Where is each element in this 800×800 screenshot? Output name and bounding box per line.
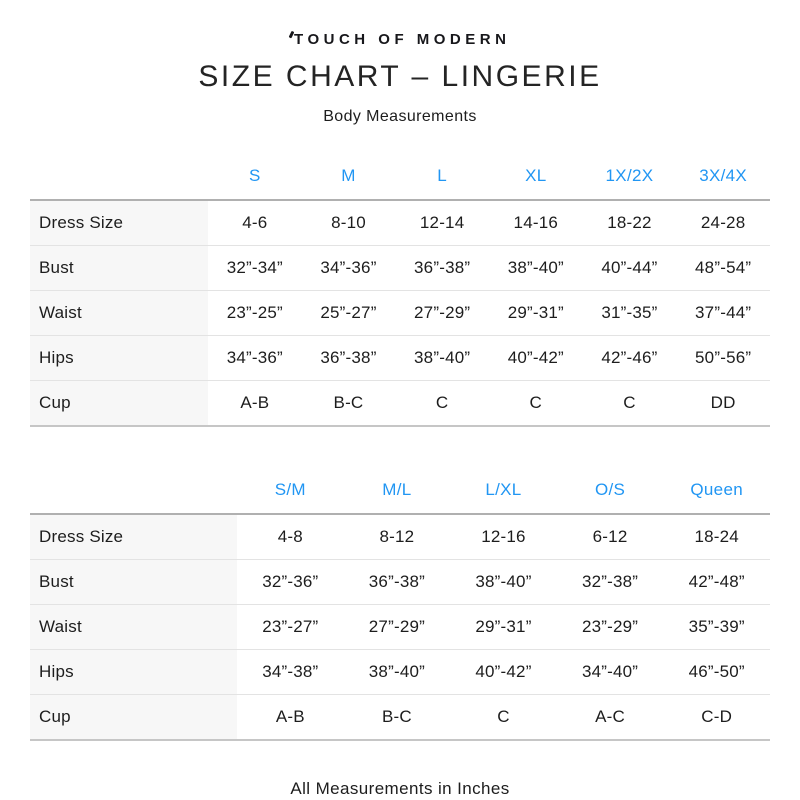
measurement-value: 14-16 [489,200,583,246]
measurement-row [30,291,770,336]
measurement-value: DD [676,381,770,427]
measurement-value: 40”-42” [489,336,583,381]
measurement-value: 34”-38” [237,650,344,695]
measurement-value: 27”-29” [395,291,489,336]
measurement-value: A-B [208,381,302,427]
size-header-row [30,473,770,514]
footer-note: All Measurements in Inches [290,779,510,798]
row-label: Bust [30,560,237,605]
size-column-header: O/S [594,480,626,499]
size-column-header: M [341,166,356,185]
measurement-value: 6-12 [557,514,664,560]
row-label: Dress Size [30,200,208,246]
measurement-value: 36”-38” [302,336,396,381]
measurement-value: 27”-29” [344,605,451,650]
brand-name: TOUCH OF MODERN [294,31,511,48]
row-label: Cup [30,381,208,427]
logo-tick-icon [288,31,293,38]
size-header-row [30,159,770,200]
measurement-value: 50”-56” [676,336,770,381]
row-label: Dress Size [30,514,237,560]
size-column-header: L [437,166,448,185]
measurement-value: 4-6 [208,200,302,246]
measurement-row [30,200,770,246]
measurement-row [30,381,770,427]
measurement-value: 18-22 [583,200,677,246]
size-column-header: XL [525,166,547,185]
measurement-value: B-C [344,695,451,741]
size-column-header: 3X/4X [699,166,748,185]
measurement-row [30,336,770,381]
size-column-header: 1X/2X [605,166,654,185]
measurement-row [30,246,770,291]
measurement-value: 37”-44” [676,291,770,336]
measurement-value: C-D [663,695,770,741]
size-column-header: S/M [274,480,306,499]
measurement-value: 34”-36” [302,246,396,291]
measurement-value: C [450,695,557,741]
measurement-value: 32”-38” [557,560,664,605]
measurement-value: 25”-27” [302,291,396,336]
measurement-value: 23”-29” [557,605,664,650]
measurement-row [30,695,770,741]
page-title: SIZE CHART – LINGERIE [198,60,602,93]
measurement-value: 29”-31” [489,291,583,336]
measurement-value: 36”-38” [395,246,489,291]
measurement-value: 24-28 [676,200,770,246]
measurement-value: 38”-40” [395,336,489,381]
row-label: Bust [30,246,208,291]
measurement-value: 42”-46” [583,336,677,381]
measurement-value: 38”-40” [450,560,557,605]
size-column-header: Queen [690,480,743,499]
measurement-value: 36”-38” [344,560,451,605]
size-table-1 [30,159,770,427]
row-label: Hips [30,650,237,695]
measurement-value: C [395,381,489,427]
measurement-value: 42”-48” [663,560,770,605]
size-column-header: M/L [382,480,412,499]
measurement-value: 40”-44” [583,246,677,291]
size-table-2 [30,473,770,741]
measurement-value: 38”-40” [344,650,451,695]
measurement-value: 48”-54” [676,246,770,291]
measurement-value: 8-12 [344,514,451,560]
measurement-value: 23”-25” [208,291,302,336]
size-column-header: L/XL [485,480,522,499]
measurement-row [30,514,770,560]
measurement-value: 32”-36” [237,560,344,605]
measurement-value: 23”-27” [237,605,344,650]
brand-logo [0,31,800,48]
measurement-value: 29”-31” [450,605,557,650]
measurement-value: 35”-39” [663,605,770,650]
measurement-value: 34”-40” [557,650,664,695]
measurement-value: 34”-36” [208,336,302,381]
measurement-value: 32”-34” [208,246,302,291]
measurement-row [30,650,770,695]
measurement-value: 12-14 [395,200,489,246]
measurement-value: 31”-35” [583,291,677,336]
measurement-value: B-C [302,381,396,427]
measurement-value: 38”-40” [489,246,583,291]
measurement-value: 18-24 [663,514,770,560]
measurement-value: A-C [557,695,664,741]
measurement-value: 46”-50” [663,650,770,695]
corner-cell [30,159,208,200]
measurement-row [30,605,770,650]
measurement-row [30,560,770,605]
row-label: Waist [30,605,237,650]
measurement-value: C [489,381,583,427]
page-subtitle: Body Measurements [323,108,477,125]
measurement-value: 8-10 [302,200,396,246]
row-label: Cup [30,695,237,741]
measurement-value: 40”-42” [450,650,557,695]
row-label: Hips [30,336,208,381]
corner-cell [30,473,237,514]
size-column-header: S [249,166,261,185]
row-label: Waist [30,291,208,336]
measurement-value: A-B [237,695,344,741]
size-tables-container [0,159,800,741]
measurement-value: 12-16 [450,514,557,560]
measurement-value: C [583,381,677,427]
measurement-value: 4-8 [237,514,344,560]
